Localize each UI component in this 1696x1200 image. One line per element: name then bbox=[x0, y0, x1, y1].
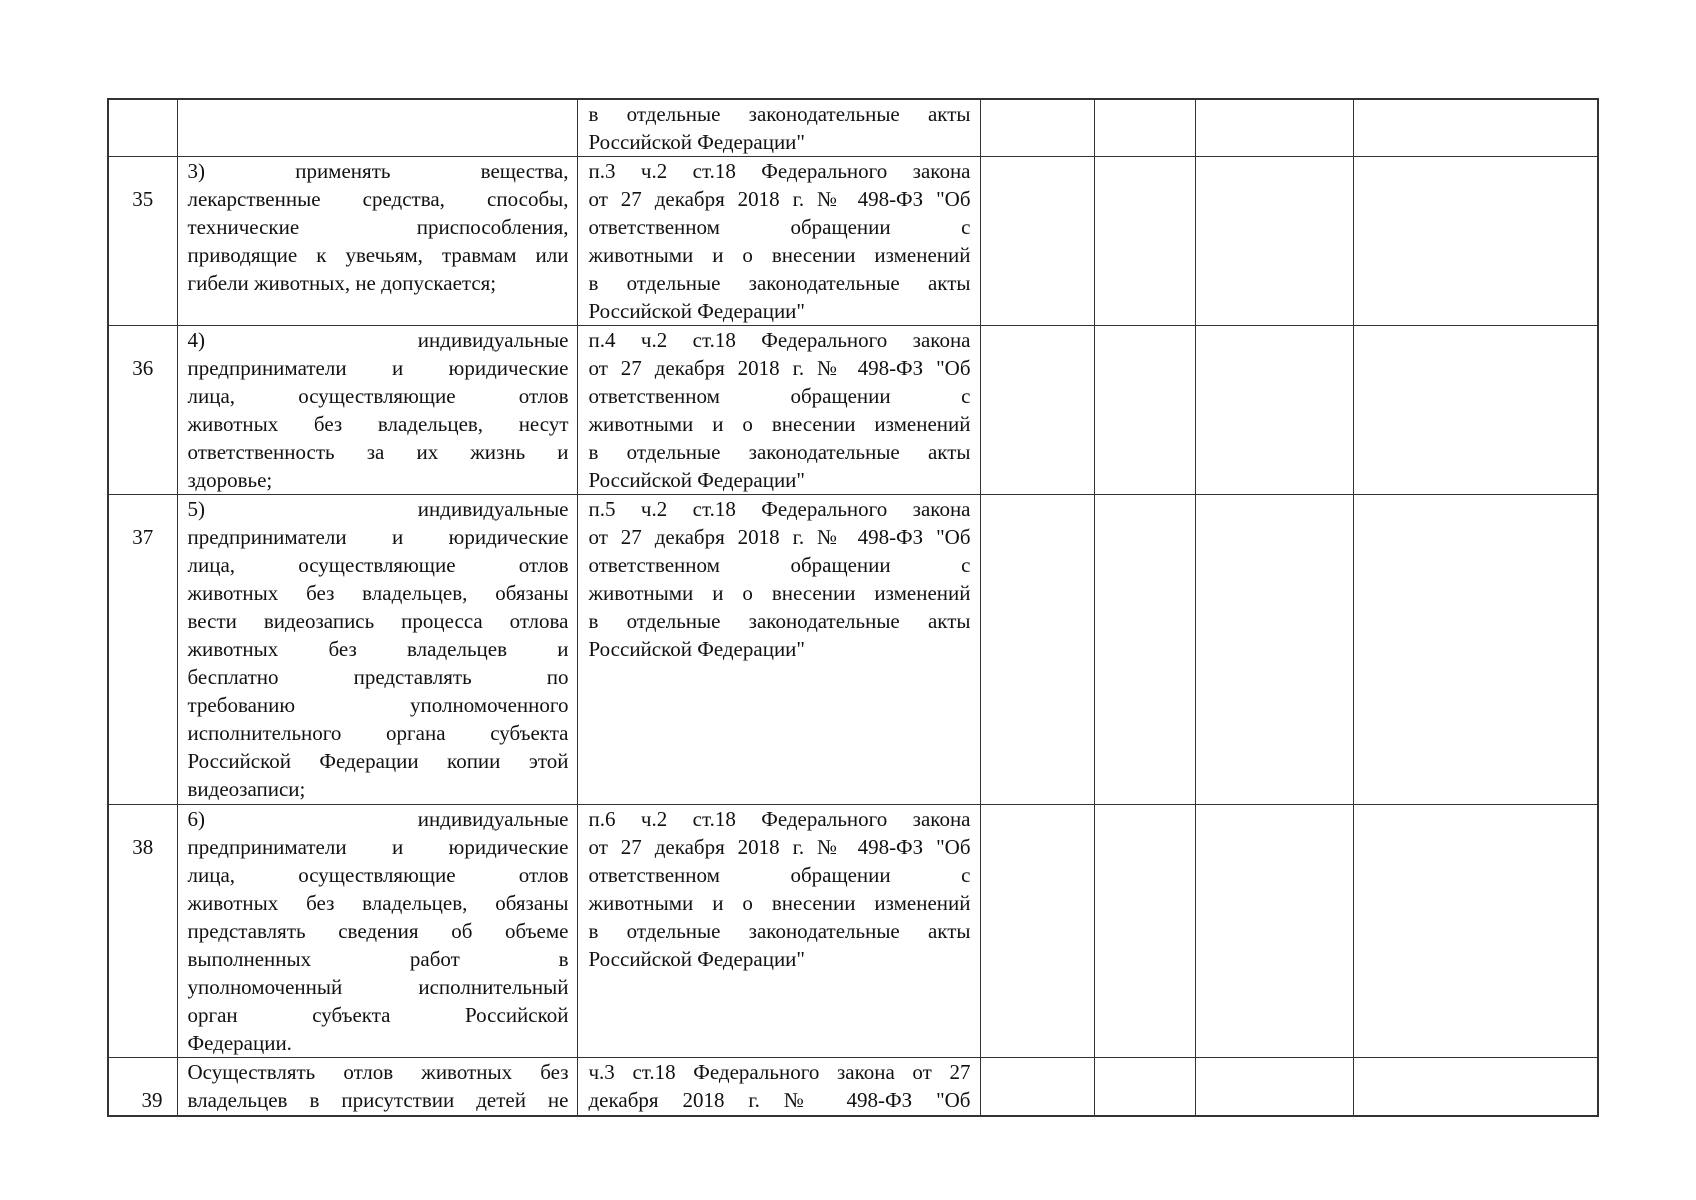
legal-reference-line: Российской Федерации" bbox=[588, 947, 805, 971]
requirement-text-cell bbox=[177, 326, 577, 495]
legal-reference-line: п.6 ч.2 ст.18 Федерального закона bbox=[588, 807, 971, 831]
row-number: 37 bbox=[132, 525, 154, 549]
requirement-text-line: животных без владельцев, несут bbox=[187, 412, 569, 436]
requirement-text-line: ответственность за их жизнь и bbox=[187, 440, 569, 464]
requirement-text-cell bbox=[177, 157, 577, 326]
requirement-text-line: здоровье; bbox=[187, 468, 273, 492]
requirement-text-line: Федерации. bbox=[187, 1031, 292, 1055]
empty-cell bbox=[1094, 495, 1195, 805]
empty-cell bbox=[980, 157, 1094, 326]
legal-reference-line: животными и о внесении изменений bbox=[588, 412, 971, 436]
requirement-text-line: требованию уполномоченного bbox=[187, 693, 569, 717]
requirement-text-line: Осуществлять отлов животных без bbox=[187, 1060, 569, 1084]
empty-cell bbox=[1195, 495, 1353, 805]
requirement-text-line: владельцев в присутствии детей не bbox=[187, 1088, 569, 1112]
empty-cell bbox=[1353, 99, 1598, 157]
row-number: 38 bbox=[132, 835, 154, 859]
requirement-text-line: выполненных работ в bbox=[187, 947, 569, 971]
requirement-text-cell bbox=[177, 1058, 577, 1116]
requirement-text-cell bbox=[177, 805, 577, 1058]
legal-reference-line: от 27 декабря 2018 г. № 498-ФЗ "Об bbox=[588, 525, 971, 549]
empty-cell bbox=[980, 805, 1094, 1058]
table-row bbox=[108, 99, 1598, 157]
requirement-text-line: орган субъекта Российской bbox=[187, 1003, 569, 1027]
legal-reference-line: животными и о внесении изменений bbox=[588, 243, 971, 267]
requirement-text-line: животных без владельцев, обязаны bbox=[187, 581, 569, 605]
legal-reference-line: ответственном обращении с bbox=[588, 863, 971, 887]
empty-cell bbox=[980, 326, 1094, 495]
requirement-text-line: бесплатно представлять по bbox=[187, 665, 569, 689]
requirement-text-line: видеозаписи; bbox=[187, 777, 306, 801]
legal-reference-line: в отдельные законодательные акты bbox=[588, 609, 971, 633]
legal-reference-line: животными и о внесении изменений bbox=[588, 581, 971, 605]
requirement-text-line: уполномоченный исполнительный bbox=[187, 975, 569, 999]
legal-reference-line: в отдельные законодательные акты bbox=[588, 102, 971, 126]
legal-reference-line: Российской Федерации" bbox=[588, 130, 805, 154]
legal-reference-cell bbox=[577, 157, 980, 326]
requirement-text-line: гибели животных, не допускается; bbox=[187, 271, 497, 295]
empty-cell bbox=[1094, 1058, 1195, 1116]
legal-reference-line: декабря 2018 г. № 498-ФЗ "Об bbox=[588, 1088, 971, 1112]
legal-reference-line: п.4 ч.2 ст.18 Федерального закона bbox=[588, 328, 971, 352]
legal-reference-line: ответственном обращении с bbox=[588, 553, 971, 577]
legal-reference-line: Российской Федерации" bbox=[588, 637, 805, 661]
empty-cell bbox=[1195, 805, 1353, 1058]
empty-cell bbox=[1353, 495, 1598, 805]
requirement-text-line: лица, осуществляющие отлов bbox=[187, 553, 569, 577]
empty-cell bbox=[1094, 326, 1195, 495]
empty-cell bbox=[1195, 326, 1353, 495]
table-row bbox=[108, 495, 1598, 805]
table-row bbox=[108, 1058, 1598, 1116]
requirement-text-line: предприниматели и юридические bbox=[187, 525, 569, 549]
legal-reference-line: животными и о внесении изменений bbox=[588, 891, 971, 915]
requirement-text-line: лица, осуществляющие отлов bbox=[187, 863, 569, 887]
requirement-text-line: предприниматели и юридические bbox=[187, 835, 569, 859]
legal-reference-line: п.5 ч.2 ст.18 Федерального закона bbox=[588, 497, 971, 521]
legal-reference-line: ч.3 ст.18 Федерального закона от 27 bbox=[588, 1060, 971, 1084]
legal-reference-cell bbox=[577, 1058, 980, 1116]
row-number-cell bbox=[108, 805, 177, 1058]
requirement-text-cell bbox=[177, 99, 577, 157]
row-number-cell bbox=[108, 326, 177, 495]
requirement-text-line: вести видеозапись процесса отлова bbox=[187, 609, 569, 633]
requirement-text-cell bbox=[177, 495, 577, 805]
requirement-text-line: 3) применять вещества, bbox=[187, 159, 569, 183]
requirement-text-line: представлять сведения об объеме bbox=[187, 919, 569, 943]
table-body bbox=[108, 99, 1598, 1116]
requirement-text-line: лекарственные средства, способы, bbox=[187, 187, 569, 211]
table-row bbox=[108, 805, 1598, 1058]
empty-cell bbox=[1094, 805, 1195, 1058]
legal-reference-cell bbox=[577, 99, 980, 157]
legal-reference-cell bbox=[577, 326, 980, 495]
requirement-text-line: 4) индивидуальные bbox=[187, 328, 569, 352]
row-number-cell bbox=[108, 99, 177, 157]
table-row bbox=[108, 157, 1598, 326]
legal-reference-line: в отдельные законодательные акты bbox=[588, 271, 971, 295]
row-number-cell bbox=[108, 157, 177, 326]
table-row bbox=[108, 326, 1598, 495]
legal-reference-line: в отдельные законодательные акты bbox=[588, 919, 971, 943]
empty-cell bbox=[1094, 157, 1195, 326]
empty-cell bbox=[980, 99, 1094, 157]
requirement-text-line: исполнительного органа субъекта bbox=[187, 721, 569, 745]
requirement-text-line: животных без владельцев, обязаны bbox=[187, 891, 569, 915]
requirement-text-line: 5) индивидуальные bbox=[187, 497, 569, 521]
requirement-text-line: лица, осуществляющие отлов bbox=[187, 384, 569, 408]
legal-reference-line: от 27 декабря 2018 г. № 498-ФЗ "Об bbox=[588, 835, 971, 859]
requirements-table bbox=[107, 98, 1599, 1117]
legal-reference-line: Российской Федерации" bbox=[588, 299, 805, 323]
legal-reference-line: п.3 ч.2 ст.18 Федерального закона bbox=[588, 159, 971, 183]
requirement-text-line: животных без владельцев и bbox=[187, 637, 569, 661]
legal-reference-cell bbox=[577, 495, 980, 805]
row-number-cell bbox=[108, 1058, 177, 1116]
empty-cell bbox=[1195, 157, 1353, 326]
empty-cell bbox=[1195, 1058, 1353, 1116]
empty-cell bbox=[980, 495, 1094, 805]
empty-cell bbox=[1353, 157, 1598, 326]
empty-cell bbox=[1353, 1058, 1598, 1116]
legal-reference-line: ответственном обращении с bbox=[588, 215, 971, 239]
legal-reference-line: ответственном обращении с bbox=[588, 384, 971, 408]
empty-cell bbox=[1195, 99, 1353, 157]
empty-cell bbox=[1094, 99, 1195, 157]
row-number-cell bbox=[108, 495, 177, 805]
requirement-text-line: технические приспособления, bbox=[187, 215, 569, 239]
row-number: 39 bbox=[141, 1088, 163, 1112]
legal-reference-line: от 27 декабря 2018 г. № 498-ФЗ "Об bbox=[588, 187, 971, 211]
legal-reference-line: от 27 декабря 2018 г. № 498-ФЗ "Об bbox=[588, 356, 971, 380]
row-number: 35 bbox=[132, 187, 154, 211]
empty-cell bbox=[980, 1058, 1094, 1116]
requirement-text-line: приводящие к увечьям, травмам или bbox=[187, 243, 569, 267]
legal-reference-line: в отдельные законодательные акты bbox=[588, 440, 971, 464]
row-number: 36 bbox=[132, 356, 154, 380]
legal-reference-line: Российской Федерации" bbox=[588, 468, 805, 492]
requirement-text-line: 6) индивидуальные bbox=[187, 807, 569, 831]
empty-cell bbox=[1353, 805, 1598, 1058]
requirement-text-line: Российской Федерации копии этой bbox=[187, 749, 569, 773]
requirement-text-line: предприниматели и юридические bbox=[187, 356, 569, 380]
empty-cell bbox=[1353, 326, 1598, 495]
legal-reference-cell bbox=[577, 805, 980, 1058]
